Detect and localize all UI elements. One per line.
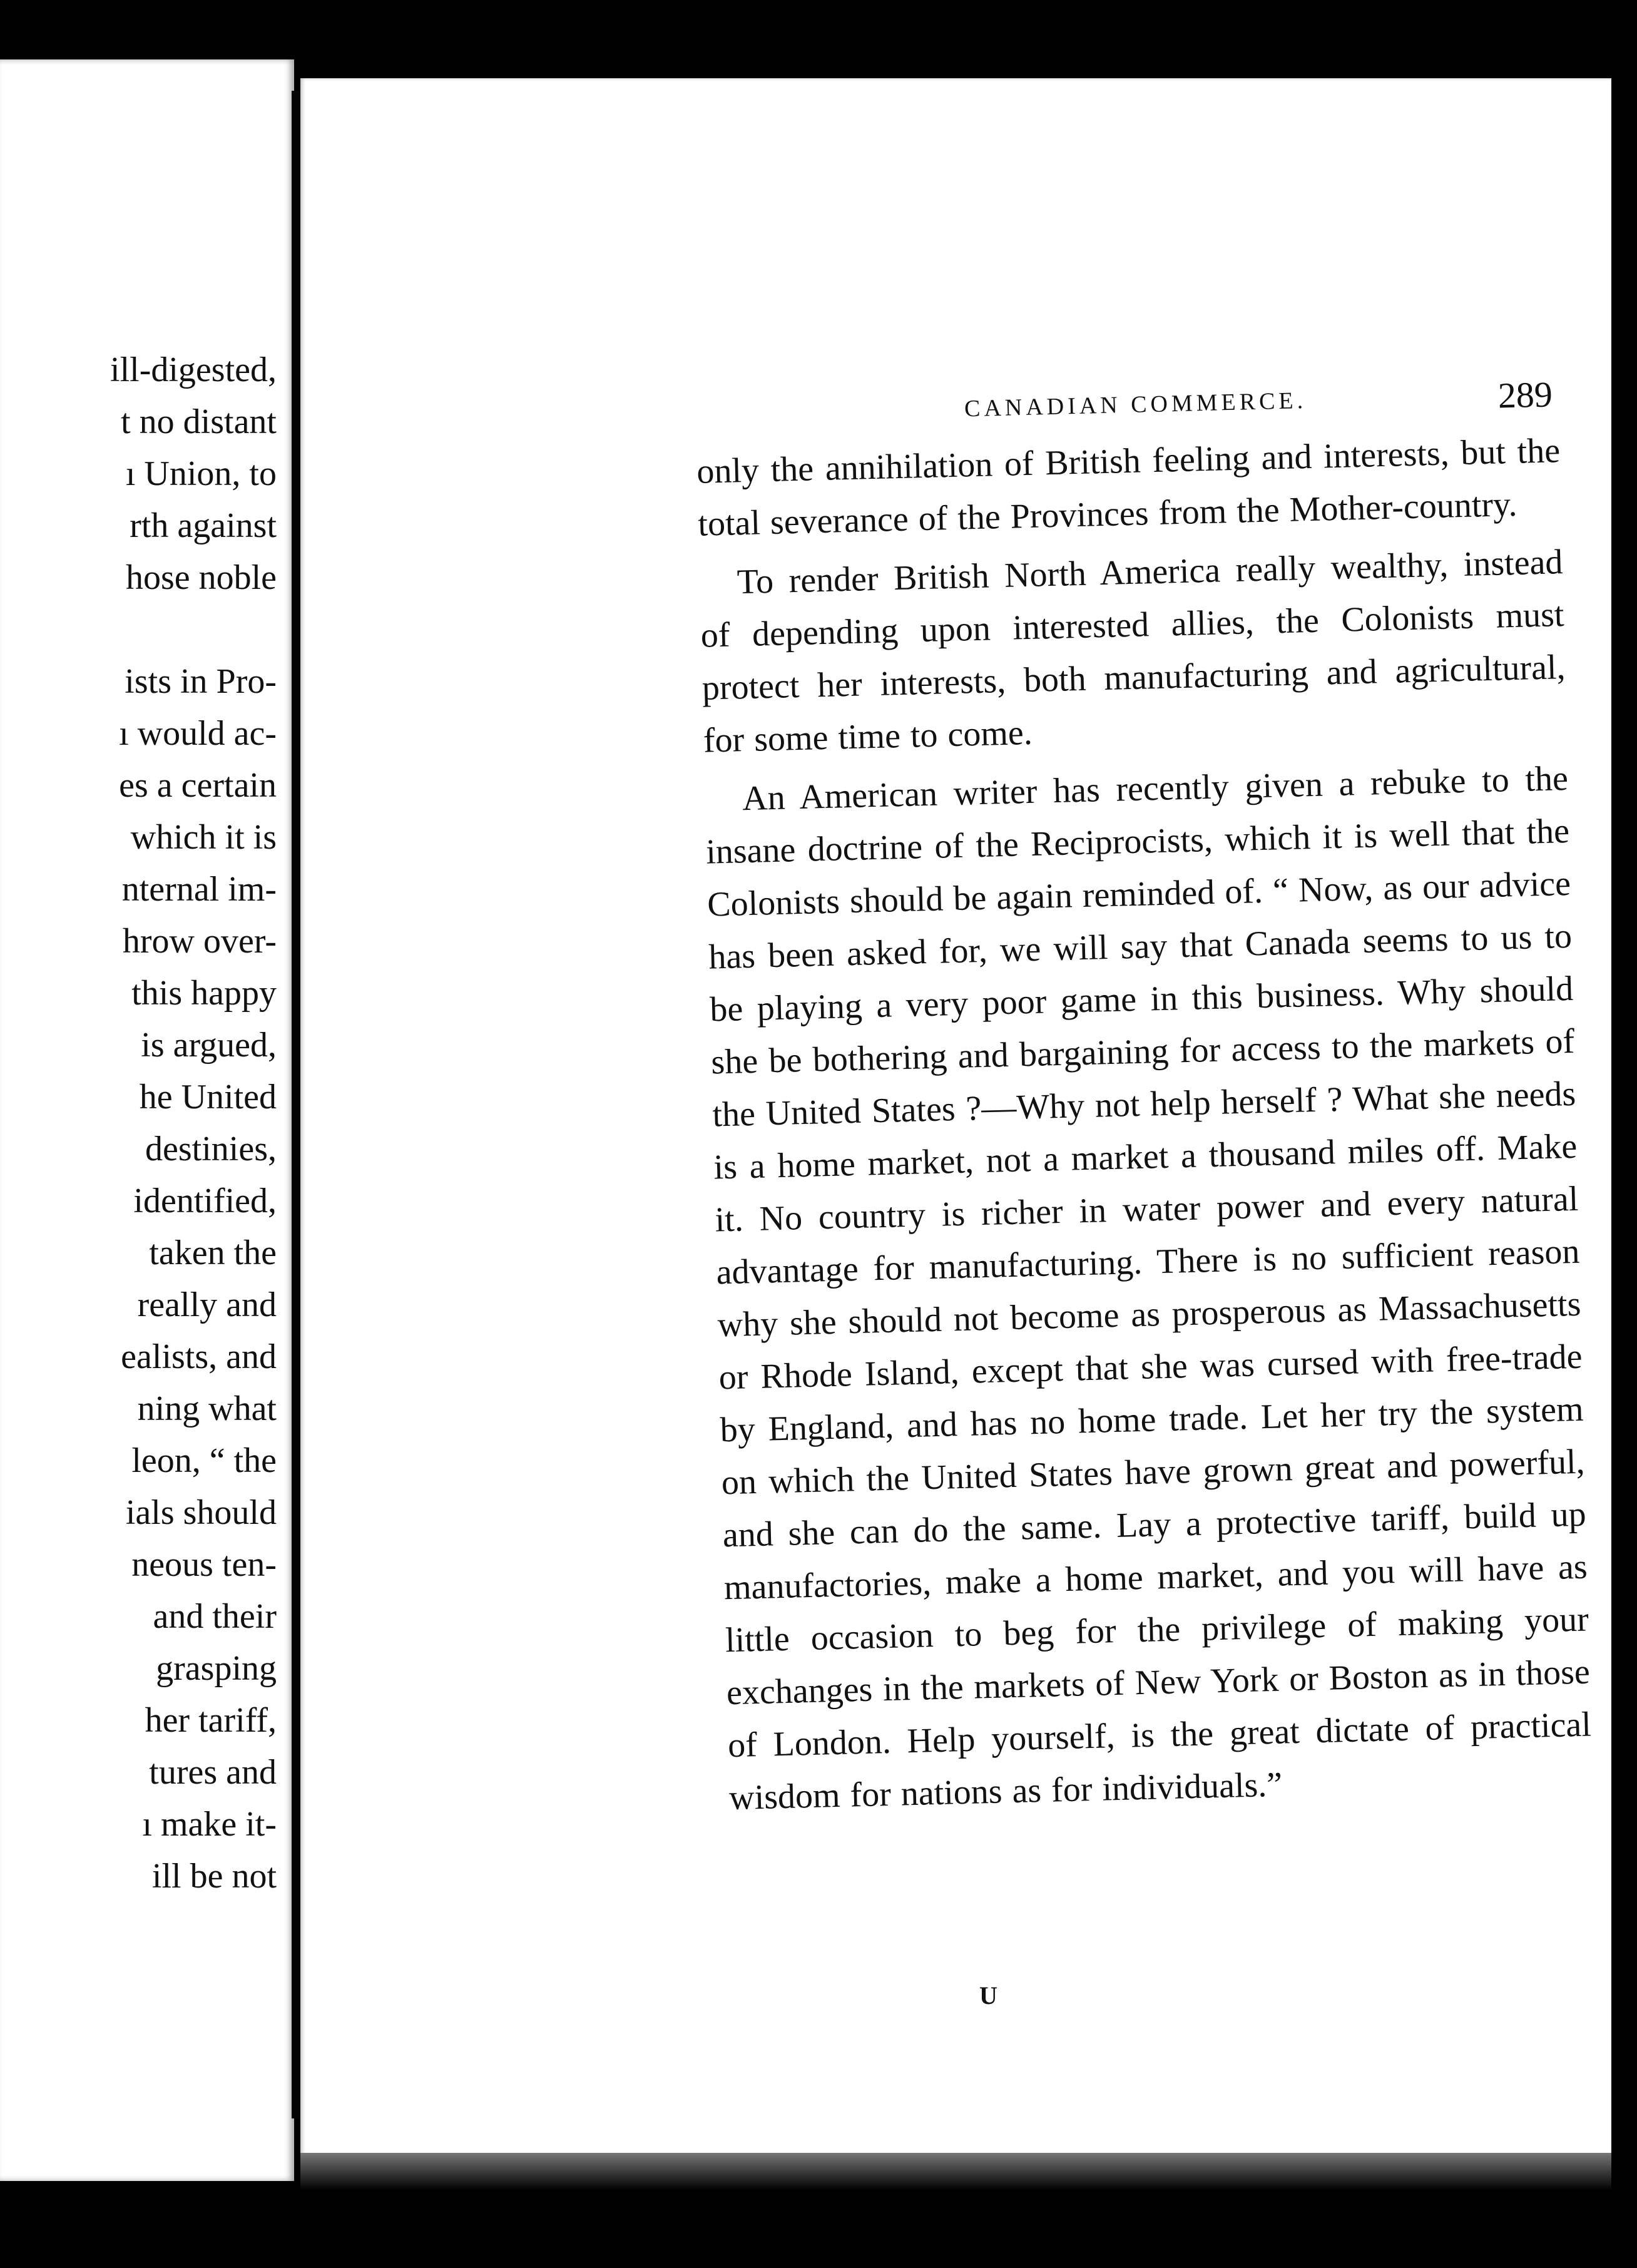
paragraph-continued: only the annihilation of British feeling and interests, but the total severance of the Provinces from the Mother-country.: [696, 431, 1561, 544]
facing-page-text: [110, 344, 277, 1903]
facing-page-line: ning what: [137, 1389, 277, 1428]
facing-page-line: destinies,: [145, 1130, 277, 1168]
facing-page-line: ill be not: [151, 1857, 277, 1896]
facing-page-line: [110, 604, 277, 656]
page-289: [300, 78, 1611, 2156]
facing-page-line: ı Union, to: [125, 454, 277, 493]
page-text-block: [695, 368, 1593, 1824]
facing-page-line: es a certain: [119, 766, 277, 805]
facing-page-line: tures and: [149, 1753, 277, 1792]
facing-page-line: is argued,: [141, 1026, 277, 1065]
page-number: 289: [1497, 374, 1553, 416]
facing-page-line: which it is: [130, 818, 277, 857]
facing-page-line: t no distant: [121, 402, 277, 441]
facing-page-line: ists in Pro-: [125, 662, 277, 701]
facing-page-line: her tariff,: [145, 1701, 277, 1740]
facing-page-line: ı make it-: [142, 1805, 277, 1844]
facing-page-left: [0, 59, 294, 2181]
signature-mark: U: [979, 1981, 997, 2010]
facing-page-line: grasping: [156, 1649, 277, 1688]
facing-page-line: really and: [137, 1285, 277, 1324]
facing-page-line: hose noble: [125, 558, 277, 597]
facing-page-line: leon, “ the: [131, 1441, 277, 1480]
facing-page-line: rth against: [130, 506, 277, 545]
facing-page-line: this happy: [131, 974, 277, 1013]
facing-page-line: ill-digested,: [110, 350, 277, 389]
facing-page-line: taken the: [149, 1234, 277, 1272]
facing-page-line: and their: [153, 1597, 277, 1636]
facing-page-line: ealists, and: [121, 1337, 277, 1376]
running-title: CANADIAN COMMERCE.: [964, 387, 1307, 422]
paragraph-american-writer-quote: An American writer has recently given a rebuke to the insane doctrine of the Reciprocists, which it is well that the Colonists should be again reminded of. “ Now, as our advice has been asked for, we will say that Canada seems to us to be playing a very poor game in this business. Why should she be bothering and bargaining for access to the markets of the United States ?—Why not help herself ? What she needs is a home market, not a market a thousand miles off. Make it. No country is richer in water power and every natural advantage for manufacturing. There is no sufficient reason why she should not become as prosperous as Massachusetts or Rhode Island, except that she was cursed with free-trade by England, and has no home trade. Let her try the system on which the United States have grown great and powerful, and she can do the same. Lay a protective tariff, build up manufactories, make a home market, and you will have as little occasion to beg for the privilege of making your exchanges in the markets of New York or Boston as in those of London. Help yourself, is the great dictate of practical wisdom for nations as for individuals.”: [705, 759, 1592, 1818]
facing-page-line: he United: [139, 1078, 277, 1116]
facing-page-line: identified,: [133, 1182, 277, 1220]
facing-page-line: nternal im-: [121, 870, 277, 909]
facing-page-line: hrow over-: [122, 922, 277, 961]
paragraph-british-north-america: To render British North America really wealthy, instead of depending upon interested allies, the Colonists must protect her interests, both manufacturing and agricultural, for some time to come.: [700, 543, 1566, 760]
page-bottom-shadow: [300, 2153, 1611, 2190]
facing-page-line: ı would ac-: [119, 714, 277, 753]
facing-page-line: ials should: [125, 1493, 277, 1532]
facing-page-line: neous ten-: [131, 1545, 277, 1584]
